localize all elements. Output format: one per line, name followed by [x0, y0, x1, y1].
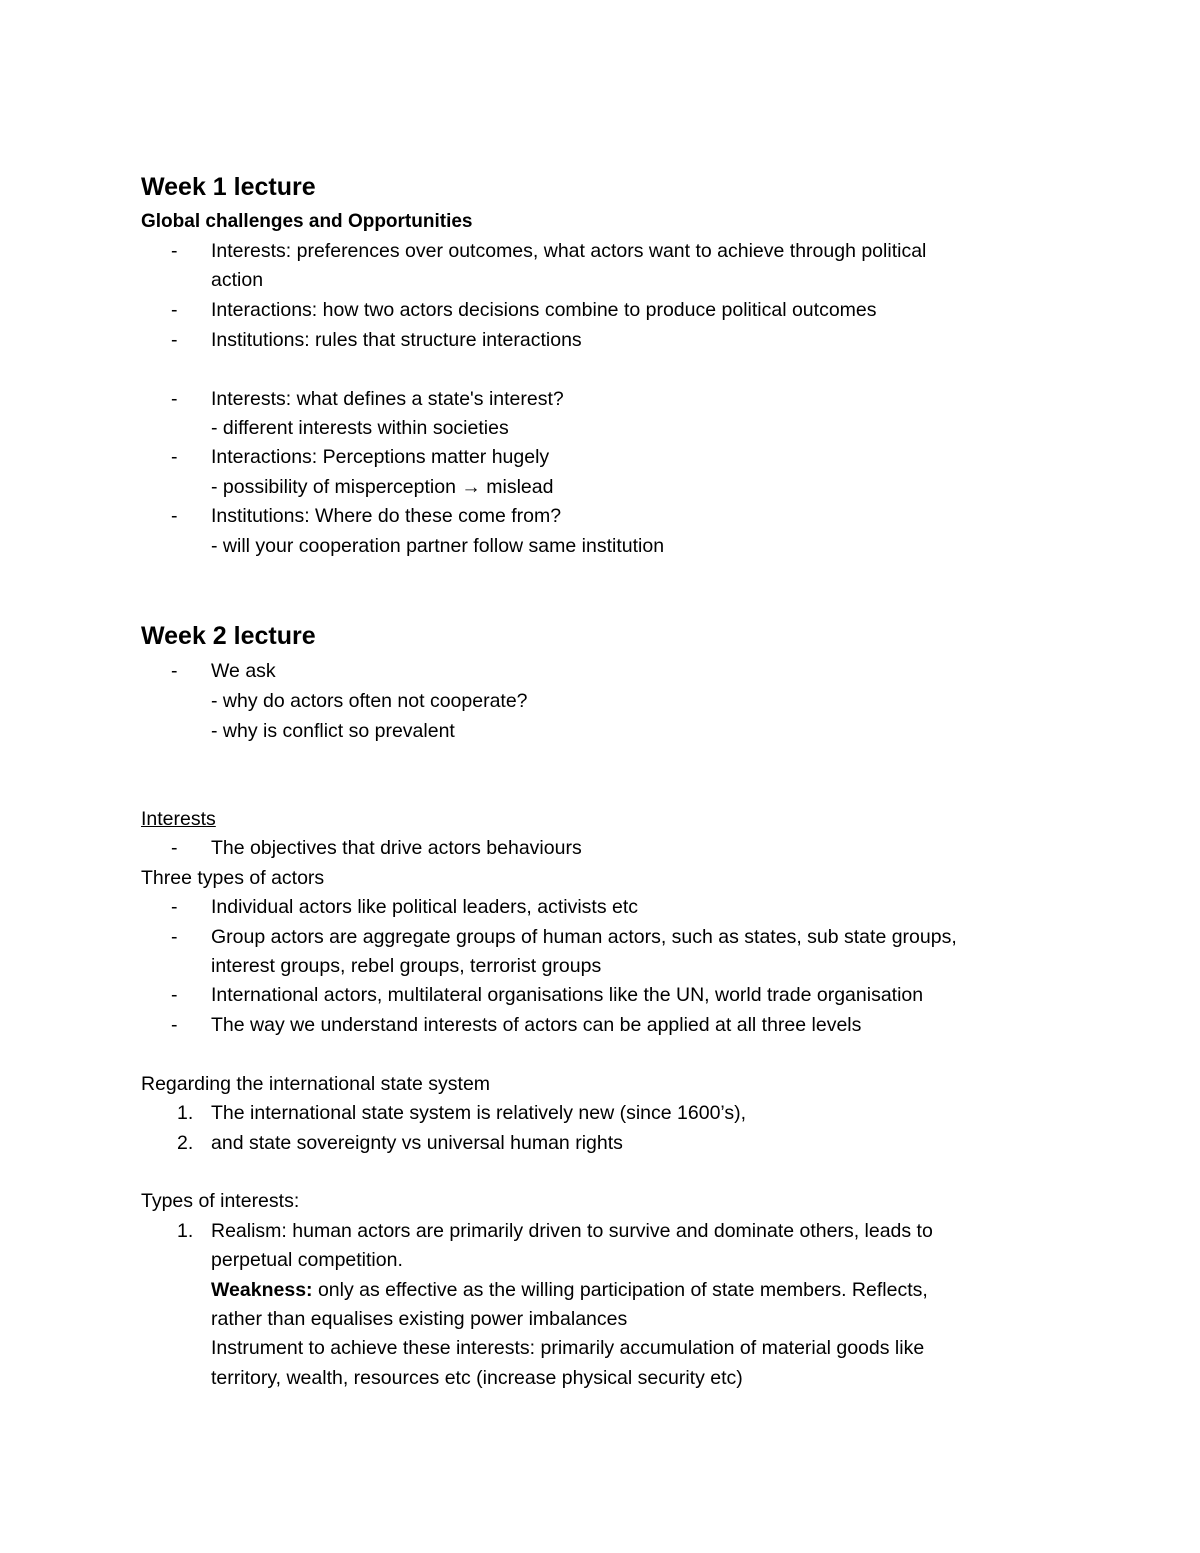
week1-title: Week 1 lecture — [141, 173, 316, 201]
bullet-dash: - — [171, 388, 178, 410]
bullet-dash: - — [171, 926, 178, 948]
document-page: Week 1 lecture Global challenges and Opportunities - Interests: preferences over outcomes, what actors want to achieve through political action - Interactions: how two actors decisions combine to produce political outcomes - Institutions: rules that structure interactions - Interests: what defines a state's interest? - different interests within societies - Interactions: Perceptions matter hugely - possibility of misperception → mislead - Institutions: Where do these come from? - will your cooperation partner follow same institution Week 2 lecture - We ask - why do actors often not cooperate? - why is conflict so prevalent Interests - The objectives that drive actors behaviours Three types of actors - Individual actors like political leaders, activists etc - Group actors are aggregate groups of human actors, such as states, sub state groups, interest groups, rebel groups, terrorist groups - International actors, multilateral organisations like the UN, world trade organisation - The way we understand interests of actors can be applied at all three levels Regarding the international state system 1. The international state system is relatively new (since 1600’s), 2. and state sovereignty vs universal human rights Types of interests: 1. Realism: human actors are primarily driven to survive and dominate others, leads to perpetual competition. Weakness: only as effective as the willing participation of state members. Reflects, rather than equalises existing power imbalances Instrument to achieve these interests: primarily accumulation of material goods like territory, wealth, resources etc (increase physical security etc) — [141, 173, 957, 1389]
week2-title: Week 2 lecture — [141, 622, 316, 650]
week1-subtitle: Global challenges and Opportunities — [141, 211, 473, 232]
bullet-dash: - — [171, 660, 178, 682]
bullet-dash: - — [171, 329, 178, 351]
bullet-dash: - — [171, 984, 178, 1006]
bullet-dash: - — [171, 505, 178, 527]
bullet-dash: - — [171, 1014, 178, 1036]
bullet-dash: - — [171, 896, 178, 918]
bullet-dash: - — [171, 299, 178, 321]
bullet-dash: - — [171, 446, 178, 468]
weakness-label: Weakness: — [211, 1279, 313, 1301]
bullet-dash: - — [171, 240, 178, 262]
bullet-dash: - — [171, 837, 178, 859]
